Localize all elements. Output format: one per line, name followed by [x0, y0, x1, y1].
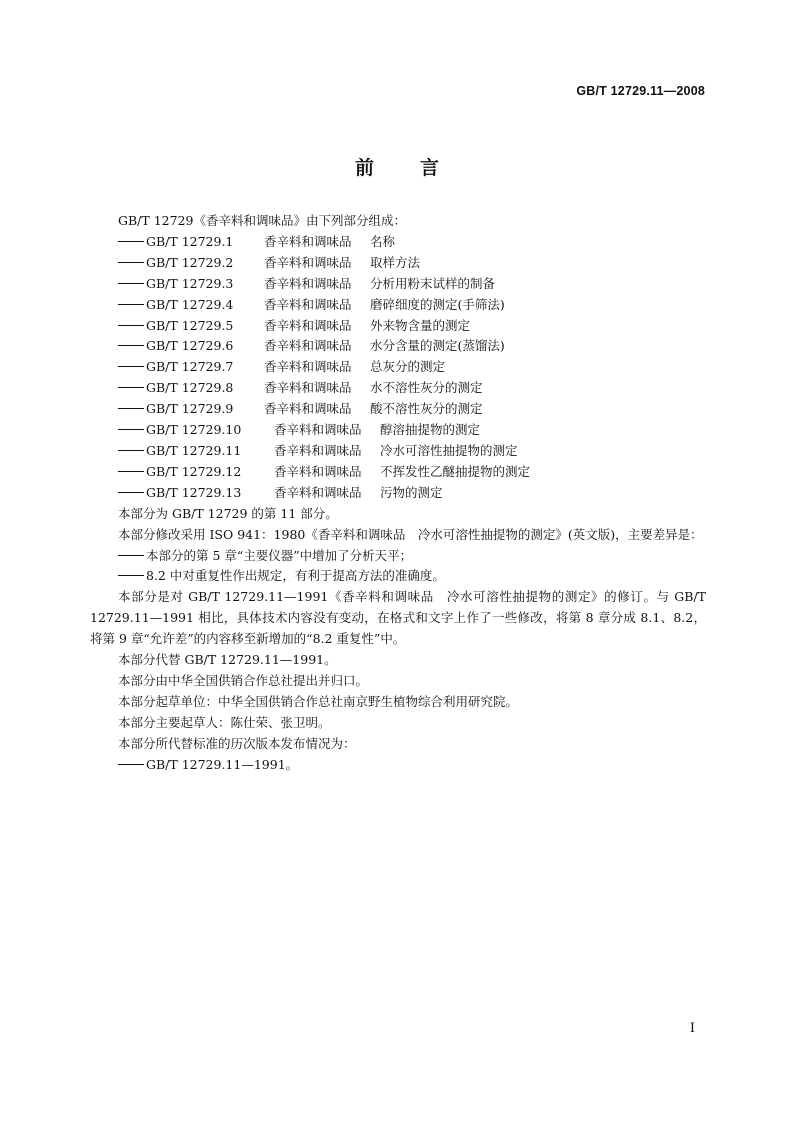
- intro-paragraph: GB/T 12729《香辛料和调味品》由下列部分组成：: [118, 213, 406, 228]
- difference-text: 8.2 中对重复性作出规定，有利于提高方法的准确度。: [146, 568, 445, 584]
- part-name: 取样方法: [370, 254, 421, 270]
- title-char-1: 前: [354, 157, 374, 179]
- dash-mark: [118, 471, 144, 472]
- part-name: 磨碎细度的测定(手筛法): [370, 296, 505, 312]
- part-name: 名称: [370, 233, 396, 249]
- parts-list: [90, 232, 706, 504]
- difference-text: 本部分的第 5 章“主要仪器”中增加了分析天平；: [146, 547, 413, 563]
- dash-mark: [118, 366, 144, 367]
- part-name: 水不溶性灰分的测定: [370, 380, 483, 396]
- list-item: [90, 441, 706, 462]
- drafting-unit-paragraph: 本部分起草单位：中华全国供销合作总社南京野生植物综合利用研究院。: [118, 693, 519, 709]
- replaces-paragraph: 本部分代替 GB/T 12729.11—1991。: [118, 652, 337, 668]
- title-char-2: 言: [420, 157, 440, 179]
- dash-mark: [118, 241, 144, 242]
- part-subject: 香辛料和调味品: [264, 380, 352, 396]
- dash-mark: [118, 325, 144, 326]
- history-text: GB/T 12729.11—1991。: [146, 756, 299, 772]
- list-item: [90, 253, 706, 274]
- part-code: GB/T 12729.9: [146, 401, 234, 417]
- page-title: [0, 153, 794, 180]
- list-item: [90, 483, 706, 504]
- list-item: [90, 316, 706, 337]
- proposed-by-paragraph: 本部分由中华全国供销合作总社提出并归口。: [118, 672, 369, 688]
- part-name: 水分含量的测定(蒸馏法): [370, 338, 505, 354]
- list-item: [90, 357, 706, 378]
- part-name: 冷水可溶性抽提物的测定: [380, 442, 518, 458]
- part-name: 总灰分的测定: [370, 359, 446, 375]
- part-code: GB/T 12729.4: [146, 296, 234, 312]
- dash-mark: [118, 387, 144, 388]
- dash-mark: [118, 492, 144, 493]
- dash-mark: [118, 450, 144, 451]
- part-code: GB/T 12729.13: [146, 484, 242, 500]
- part-subject: 香辛料和调味品: [264, 296, 352, 312]
- dash-mark: [118, 345, 144, 346]
- difference-item: [90, 546, 706, 567]
- dash-mark: [118, 262, 144, 263]
- part-subject: 香辛料和调味品: [264, 401, 352, 417]
- drafters-paragraph: 本部分主要起草人：陈仕荣、张卫明。: [118, 714, 331, 730]
- list-item: [90, 399, 706, 420]
- page-number: I: [689, 1021, 695, 1036]
- dash-mark: [118, 429, 144, 430]
- dash-mark: [118, 764, 144, 765]
- list-item: [90, 462, 706, 483]
- list-item: [90, 336, 706, 357]
- part-code: GB/T 12729.5: [146, 317, 234, 333]
- part-code: GB/T 12729.1: [146, 233, 234, 249]
- modification-paragraph: 本部分修改采用 ISO 941：1980《香辛料和调味品 冷水可溶性抽提物的测定》(英文版)，主要差异是：: [118, 526, 703, 542]
- part-statement: 本部分为 GB/T 12729 的第 11 部分。: [118, 505, 338, 521]
- history-intro-paragraph: 本部分所代替标准的历次版本发布情况为：: [118, 735, 356, 751]
- list-item: [90, 420, 706, 441]
- list-item: [90, 295, 706, 316]
- part-code: GB/T 12729.12: [146, 463, 242, 479]
- part-code: GB/T 12729.6: [146, 338, 234, 354]
- part-subject: 香辛料和调味品: [264, 359, 352, 375]
- list-item: [90, 378, 706, 399]
- part-subject: 香辛料和调味品: [264, 338, 352, 354]
- part-name: 酸不溶性灰分的测定: [370, 401, 483, 417]
- foreword-body: [90, 211, 706, 775]
- part-name: 外来物含量的测定: [370, 317, 471, 333]
- part-code: GB/T 12729.3: [146, 275, 234, 291]
- part-subject: 香辛料和调味品: [264, 254, 352, 270]
- dash-mark: [118, 408, 144, 409]
- part-subject: 香辛料和调味品: [264, 275, 352, 291]
- part-code: GB/T 12729.8: [146, 380, 234, 396]
- dash-mark: [118, 304, 144, 305]
- part-subject: 香辛料和调味品: [274, 484, 362, 500]
- part-name: 分析用粉末试样的制备: [370, 275, 496, 291]
- part-subject: 香辛料和调味品: [274, 442, 362, 458]
- dash-mark: [118, 283, 144, 284]
- revision-paragraph: 本部分是对 GB/T 12729.11—1991《香辛料和调味品 冷水可溶性抽提物的测定》的修订。与 GB/T 12729.11—1991 相比，具体技术内容没有变动，在格式和文字上作了一些修改，将第 8 章分成 8.1、8.2，将第 9 章“允许差”的内容移至新增加的“8.2 重复性”中。: [90, 589, 706, 647]
- dash-mark: [118, 555, 144, 556]
- part-name: 醇溶抽提物的测定: [380, 422, 481, 438]
- part-code: GB/T 12729.7: [146, 359, 234, 375]
- list-item: [90, 232, 706, 253]
- part-name: 不挥发性乙醚抽提物的测定: [380, 463, 531, 479]
- part-code: GB/T 12729.11: [146, 442, 242, 458]
- dash-mark: [118, 575, 144, 576]
- part-code: GB/T 12729.2: [146, 254, 234, 270]
- part-subject: 香辛料和调味品: [274, 463, 362, 479]
- history-item: [90, 755, 706, 776]
- part-subject: 香辛料和调味品: [274, 422, 362, 438]
- standard-code: GB/T 12729.11—2008: [576, 84, 705, 98]
- part-code: GB/T 12729.10: [146, 422, 242, 438]
- part-name: 污物的测定: [380, 484, 443, 500]
- list-item: [90, 274, 706, 295]
- part-subject: 香辛料和调味品: [264, 233, 352, 249]
- difference-item: [90, 566, 706, 587]
- part-subject: 香辛料和调味品: [264, 317, 352, 333]
